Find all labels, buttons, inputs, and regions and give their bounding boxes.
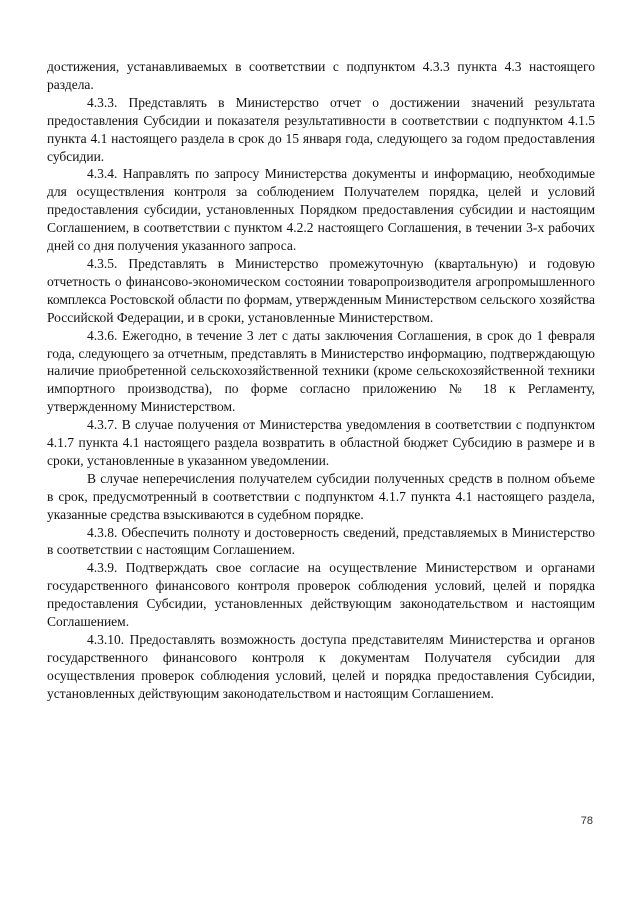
paragraph-4-3-3: 4.3.3. Представлять в Министерство отчет о достижении значений результата предоставления Субсидии и показателя результативности в соответствии с подпунктом 4.1.5 пункта 4.1 настоящего раздела в срок до 15 января года, следующего за годом предоставления субсидии. — [47, 94, 595, 164]
paragraph-4-3-7: 4.3.7. В случае получения от Министерства уведомления в соответствии с подпунктом 4.1.7 пункта 4.1 настоящего раздела возвратить в областной бюджет Субсидию в размере и в сроки, установленные в указанном уведомлении. — [47, 417, 595, 468]
paragraph-4-3-8: 4.3.8. Обеспечить полноту и достоверность сведений, представляемых в Министерство в соответствии с настоящим Соглашением. — [47, 524, 595, 558]
document-body — [47, 58, 595, 703]
paragraph-4-3-6: 4.3.6. Ежегодно, в течение 3 лет с даты заключения Соглашения, в срок до 1 февраля года, следующего за отчетным, представлять в Министерство информацию, подтверждающую наличие приобретенной сельскохозяйственной техники (кроме сельскохозяйственной техники импортного производства), по форме согласно приложению № 18 к Регламенту, утвержденному Министерством. — [47, 327, 595, 415]
paragraph-4-3-5: 4.3.5. Представлять в Министерство промежуточную (квартальную) и годовую отчетность о финансово-экономическом состоянии товаропроизводителя агропромышленного комплекса Ростовской области по формам, утвержденным Министерством сельского хозяйства Российской Федерации, и в сроки, установленные Министерством. — [47, 255, 595, 325]
paragraph-4-3-4: 4.3.4. Направлять по запросу Министерства документы и информацию, необходимые для осуществления контроля за соблюдением Получателем порядка, целей и условий предоставления субсидии, установленных Порядком предоставления субсидии и настоящим Соглашением, в соответствии с пунктом 4.2.2 настоящего Соглашения, в течении 3-х рабочих дней со дня получения указанного запроса. — [47, 166, 595, 254]
paragraph-4-3-9: 4.3.9. Подтверждать свое согласие на осуществление Министерством и органами государственного финансового контроля проверок соблюдения условий, целей и порядка предоставления Субсидии, установленных действующим законодательством и настоящим Соглашением. — [47, 560, 595, 630]
paragraph-continuation: достижения, устанавливаемых в соответствии с подпунктом 4.3.3 пункта 4.3 настоящего раздела. — [47, 59, 595, 92]
paragraph-4-3-10: 4.3.10. Предоставлять возможность доступа представителям Министерства и органов государственного финансового контроля к документам Получателя субсидии для осуществления проверок соблюдения условий, целей и порядка предоставления Субсидии, установленных действующим законодательством и настоящим Соглашением. — [47, 632, 595, 701]
page-number: 78 — [580, 815, 593, 827]
paragraph-4-3-7-recovery: В случае неперечисления получателем субсидии полученных средств в полном объеме в срок, предусмотренный в соответствии с подпунктом 4.1.7 пункта 4.1 настоящего раздела, указанные средства взыскиваются в судебном порядке. — [47, 470, 595, 522]
